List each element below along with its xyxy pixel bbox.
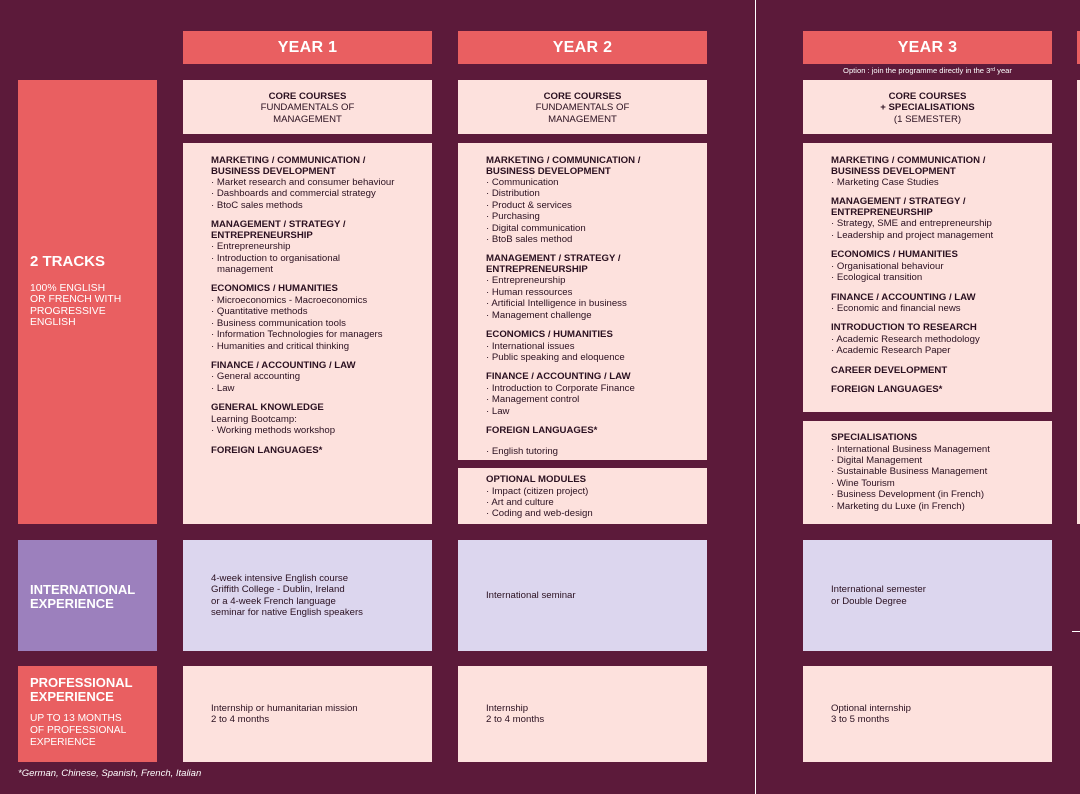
course-section: ECONOMICS / HUMANITIES · International issues · Public speaking and eloquence [486, 329, 625, 363]
course-section: FINANCE / ACCOUNTING / LAW · Introduction to Corporate Finance · Management control · Law [486, 371, 635, 417]
courses-y2 [458, 143, 707, 460]
prof-label-subtitle: UP TO 13 MONTHS OF PROFESSIONAL EXPERIENCE [30, 713, 127, 748]
year-3-header: YEAR 3 [803, 31, 1052, 64]
prof-experience-y2: Internship 2 to 4 months [458, 666, 707, 762]
course-section: FOREIGN LANGUAGES* [211, 444, 323, 456]
year-1-header: YEAR 1 [183, 31, 432, 64]
core-courses-y1: CORE COURSES FUNDAMENTALS OF MANAGEMENT [183, 80, 432, 134]
course-section: FOREIGN LANGUAGES* · English tutoring [486, 425, 598, 457]
course-section: MARKETING / COMMUNICATION / BUSINESS DEVELOPMENT · Communication · Distribution · Product & services · Purchasing · Digital communication · BtoB sales method [486, 155, 641, 246]
course-section: FINANCE / ACCOUNTING / LAW · Economic and financial news [831, 291, 976, 315]
prof-experience-y1: Internship or humanitarian mission 2 to 4 months [183, 666, 432, 762]
intl-label-line1: INTERNATIONAL [30, 582, 136, 597]
prof-label-line1: PROFESSIONAL [30, 675, 133, 690]
course-section: MANAGEMENT / STRATEGY / ENTREPRENEURSHIP · Entrepreneurship · Human ressources · Artificial Intelligence in business · Management challenge [486, 253, 627, 321]
international-experience-panel [18, 540, 157, 651]
course-section: ECONOMICS / HUMANITIES · Microeconomics - Macroeconomics · Quantitative methods · Business communication tools · Information Technologies for managers · Humanities and critical thinking [211, 283, 383, 352]
prof-experience-y3: Optional internship 3 to 5 months [803, 666, 1052, 762]
footnote: *German, Chinese, Spanish, French, Italian [18, 768, 202, 779]
core-courses-y3: CORE COURSES + SPECIALISATIONS (1 SEMESTER) [803, 80, 1052, 134]
courses-y3 [803, 143, 1052, 412]
course-section: CAREER DEVELOPMENT [831, 364, 948, 376]
course-section: MARKETING / COMMUNICATION / BUSINESS DEVELOPMENT · Marketing Case Studies [831, 155, 986, 188]
intl-experience-y1: 4-week intensive English course Griffith College - Dublin, Ireland or a 4-week French language seminar for native English speakers [183, 540, 432, 651]
course-section: ECONOMICS / HUMANITIES · Organisational behaviour · Ecological transition [831, 249, 958, 284]
courses-y1 [183, 143, 432, 524]
tracks-panel [18, 80, 157, 524]
course-section: FOREIGN LANGUAGES* [831, 384, 943, 396]
year-2-header: YEAR 2 [458, 31, 707, 64]
specialisations-y3: SPECIALISATIONS · International Business Management · Digital Management · Sustainable Business Management · Wine Tourism · Business Development (in French) · Marketing du Luxe (in French) [803, 421, 1052, 524]
course-section: MANAGEMENT / STRATEGY / ENTREPRENEURSHIP · Entrepreneurship · Introduction to organisational management [211, 219, 346, 276]
next-column-mark [1072, 631, 1080, 632]
intl-label-line2: EXPERIENCE [30, 596, 114, 611]
tracks-subtitle: 100% ENGLISH OR FRENCH WITH PROGRESSIVE ENGLISH [30, 283, 122, 329]
optional-modules-y2: OPTIONAL MODULES · Impact (citizen project) · Art and culture · Coding and web-design [458, 468, 707, 524]
course-section: FINANCE / ACCOUNTING / LAW · General accounting · Law [211, 359, 356, 394]
course-section: MANAGEMENT / STRATEGY / ENTREPRENEURSHIP · Strategy, SME and entrepreneurship · Leadership and project management [831, 196, 994, 241]
page-divider [755, 0, 756, 794]
intl-experience-y3: International semester or Double Degree [803, 540, 1052, 651]
course-section: INTRODUCTION TO RESEARCH · Academic Research methodology · Academic Research Paper [831, 322, 980, 357]
year-3-option-note: Option : join the programme directly in the 3ʳᵈ year [843, 66, 1012, 75]
tracks-title: 2 TRACKS [30, 253, 106, 270]
course-section: MARKETING / COMMUNICATION / BUSINESS DEVELOPMENT · Market research and consumer behaviour · Dashboards and commercial strategy · BtoC sales methods [211, 155, 395, 211]
core-courses-y2: CORE COURSES FUNDAMENTALS OF MANAGEMENT [458, 80, 707, 134]
professional-experience-panel [18, 666, 157, 762]
course-section: GENERAL KNOWLEDGE Learning Bootcamp: · Working methods workshop [211, 402, 336, 437]
prof-label-line2: EXPERIENCE [30, 689, 114, 704]
intl-experience-y2: International seminar [458, 540, 707, 651]
